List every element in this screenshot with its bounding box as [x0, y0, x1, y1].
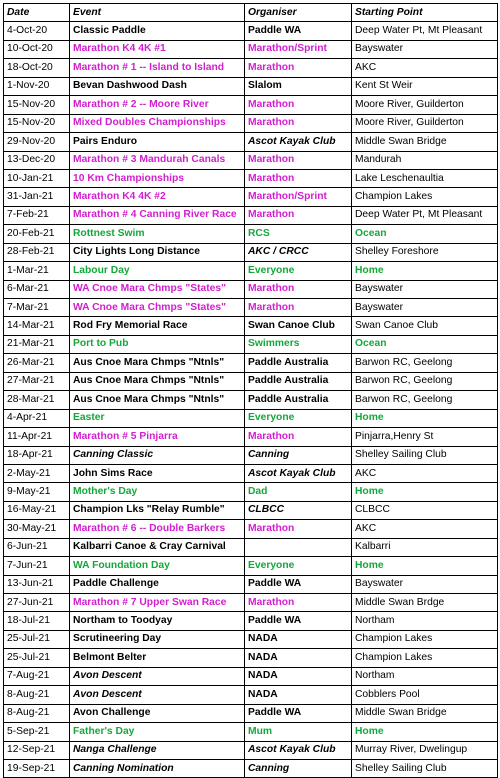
date-cell: 15-Nov-20 [4, 114, 70, 132]
table-row [4, 335, 498, 353]
date-cell: 8-Aug-21 [4, 704, 70, 722]
date-cell: 6-Jun-21 [4, 538, 70, 556]
table-row [4, 612, 498, 630]
table-row [4, 354, 498, 372]
organiser-cell: AKC / CRCC [245, 243, 352, 261]
table-row [4, 262, 498, 280]
starting-point-cell: Swan Canoe Club [352, 317, 498, 335]
starting-point-cell: Home [352, 483, 498, 501]
event-cell: Scrutineering Day [70, 630, 245, 648]
organiser-cell: Marathon [245, 96, 352, 114]
organiser-cell: Canning [245, 446, 352, 464]
starting-point-cell: Northam [352, 612, 498, 630]
date-cell: 25-Jul-21 [4, 630, 70, 648]
table-row [4, 206, 498, 224]
event-cell: Canning Classic [70, 446, 245, 464]
starting-point-cell: Home [352, 409, 498, 427]
organiser-cell: RCS [245, 225, 352, 243]
organiser-cell: Paddle Australia [245, 354, 352, 372]
events-calendar-table [3, 3, 498, 778]
starting-point-cell: CLBCC [352, 501, 498, 519]
date-cell: 15-Nov-20 [4, 96, 70, 114]
organiser-cell: Marathon/Sprint [245, 40, 352, 58]
starting-point-cell: Barwon RC, Geelong [352, 372, 498, 390]
table-row [4, 59, 498, 77]
date-cell: 7-Jun-21 [4, 557, 70, 575]
starting-point-cell: Shelley Foreshore [352, 243, 498, 261]
date-cell: 6-Mar-21 [4, 280, 70, 298]
starting-point-cell: Champion Lakes [352, 630, 498, 648]
date-cell: 4-Apr-21 [4, 409, 70, 427]
starting-point-cell: Home [352, 723, 498, 741]
date-cell: 2-May-21 [4, 464, 70, 482]
event-cell: Rottnest Swim [70, 225, 245, 243]
starting-point-cell: Middle Swan Bridge [352, 133, 498, 151]
organiser-cell: Marathon [245, 594, 352, 612]
event-cell: Marathon # 3 Mandurah Canals [70, 151, 245, 169]
starting-point-cell: Ocean [352, 225, 498, 243]
event-cell: Labour Day [70, 262, 245, 280]
date-cell: 18-Oct-20 [4, 59, 70, 77]
table-row [4, 759, 498, 777]
date-cell: 10-Oct-20 [4, 40, 70, 58]
event-cell: Paddle Challenge [70, 575, 245, 593]
starting-point-cell: Kalbarri [352, 538, 498, 556]
event-cell: Mixed Doubles Championships [70, 114, 245, 132]
date-cell: 4-Oct-20 [4, 22, 70, 40]
event-cell: Avon Descent [70, 686, 245, 704]
event-cell: Champion Lks "Relay Rumble" [70, 501, 245, 519]
table-row [4, 483, 498, 501]
starting-point-cell: Middle Swan Brdge [352, 594, 498, 612]
starting-point-cell: Champion Lakes [352, 188, 498, 206]
table-row [4, 114, 498, 132]
date-cell: 29-Nov-20 [4, 133, 70, 151]
organiser-cell: Paddle WA [245, 704, 352, 722]
table-row [4, 299, 498, 317]
organiser-cell: Marathon [245, 520, 352, 538]
table-row [4, 280, 498, 298]
date-cell: 27-Jun-21 [4, 594, 70, 612]
event-cell: 10 Km Championships [70, 169, 245, 187]
table-row [4, 409, 498, 427]
table-row [4, 741, 498, 759]
event-cell: WA Foundation Day [70, 557, 245, 575]
starting-point-cell: Champion Lakes [352, 649, 498, 667]
table-row [4, 133, 498, 151]
starting-point-cell: Bayswater [352, 40, 498, 58]
starting-point-cell: AKC [352, 520, 498, 538]
starting-point-cell: Kent St Weir [352, 77, 498, 95]
table-row [4, 667, 498, 685]
organiser-cell: Ascot Kayak Club [245, 133, 352, 151]
date-cell: 20-Feb-21 [4, 225, 70, 243]
event-cell: Aus Cnoe Mara Chmps "Ntnls" [70, 391, 245, 409]
table-row [4, 464, 498, 482]
header-event: Event [70, 4, 245, 22]
organiser-cell: Marathon [245, 428, 352, 446]
date-cell: 7-Mar-21 [4, 299, 70, 317]
starting-point-cell: AKC [352, 59, 498, 77]
event-cell: Marathon # 2 -- Moore River [70, 96, 245, 114]
event-cell: Marathon # 5 Pinjarra [70, 428, 245, 446]
organiser-cell: Paddle WA [245, 575, 352, 593]
date-cell: 28-Mar-21 [4, 391, 70, 409]
organiser-cell: Marathon [245, 280, 352, 298]
organiser-cell: CLBCC [245, 501, 352, 519]
date-cell: 28-Feb-21 [4, 243, 70, 261]
event-cell: Marathon # 6 -- Double Barkers [70, 520, 245, 538]
starting-point-cell: Moore River, Guilderton [352, 114, 498, 132]
header-starting-point: Starting Point [352, 4, 498, 22]
organiser-cell: Everyone [245, 409, 352, 427]
organiser-cell: Paddle WA [245, 22, 352, 40]
table-row [4, 317, 498, 335]
header-row [4, 4, 498, 22]
organiser-cell: Everyone [245, 557, 352, 575]
date-cell: 11-Apr-21 [4, 428, 70, 446]
date-cell: 31-Jan-21 [4, 188, 70, 206]
starting-point-cell: Mandurah [352, 151, 498, 169]
date-cell: 12-Sep-21 [4, 741, 70, 759]
table-row [4, 243, 498, 261]
organiser-cell: NADA [245, 686, 352, 704]
table-row [4, 151, 498, 169]
event-cell: Marathon # 7 Upper Swan Race [70, 594, 245, 612]
event-cell: WA Cnoe Mara Chmps "States" [70, 280, 245, 298]
table-row [4, 372, 498, 390]
organiser-cell: Marathon [245, 169, 352, 187]
date-cell: 16-May-21 [4, 501, 70, 519]
date-cell: 7-Feb-21 [4, 206, 70, 224]
date-cell: 13-Jun-21 [4, 575, 70, 593]
date-cell: 8-Aug-21 [4, 686, 70, 704]
starting-point-cell: Home [352, 262, 498, 280]
date-cell: 10-Jan-21 [4, 169, 70, 187]
starting-point-cell: Bayswater [352, 299, 498, 317]
table-row [4, 40, 498, 58]
organiser-cell: Slalom [245, 77, 352, 95]
starting-point-cell: Home [352, 557, 498, 575]
organiser-cell: Marathon/Sprint [245, 188, 352, 206]
table-row [4, 630, 498, 648]
organiser-cell: Marathon [245, 151, 352, 169]
organiser-cell: Paddle WA [245, 612, 352, 630]
starting-point-cell: Pinjarra,Henry St [352, 428, 498, 446]
organiser-cell: Everyone [245, 262, 352, 280]
starting-point-cell: Cobblers Pool [352, 686, 498, 704]
organiser-cell: Marathon [245, 59, 352, 77]
event-cell: Mother's Day [70, 483, 245, 501]
date-cell: 7-Aug-21 [4, 667, 70, 685]
event-cell: Kalbarri Canoe & Cray Carnival [70, 538, 245, 556]
organiser-cell [245, 538, 352, 556]
organiser-cell: NADA [245, 649, 352, 667]
table-row [4, 391, 498, 409]
starting-point-cell: Lake Leschenaultia [352, 169, 498, 187]
date-cell: 1-Nov-20 [4, 77, 70, 95]
header-date: Date [4, 4, 70, 22]
event-cell: City Lights Long Distance [70, 243, 245, 261]
date-cell: 27-Mar-21 [4, 372, 70, 390]
date-cell: 1-Mar-21 [4, 262, 70, 280]
event-cell: Avon Descent [70, 667, 245, 685]
table-row [4, 22, 498, 40]
starting-point-cell: Barwon RC, Geelong [352, 354, 498, 372]
event-cell: Rod Fry Memorial Race [70, 317, 245, 335]
table-row [4, 520, 498, 538]
event-cell: Aus Cnoe Mara Chmps "Ntnls" [70, 354, 245, 372]
event-cell: Marathon K4 4K #1 [70, 40, 245, 58]
event-cell: Pairs Enduro [70, 133, 245, 151]
table-row [4, 686, 498, 704]
organiser-cell: Marathon [245, 206, 352, 224]
date-cell: 18-Jul-21 [4, 612, 70, 630]
event-cell: Northam to Toodyay [70, 612, 245, 630]
table-row [4, 428, 498, 446]
table-row [4, 538, 498, 556]
starting-point-cell: Northam [352, 667, 498, 685]
event-cell: Classic Paddle [70, 22, 245, 40]
date-cell: 19-Sep-21 [4, 759, 70, 777]
starting-point-cell: Middle Swan Bridge [352, 704, 498, 722]
event-cell: Aus Cnoe Mara Chmps "Ntnls" [70, 372, 245, 390]
organiser-cell: Mum [245, 723, 352, 741]
table-row [4, 446, 498, 464]
date-cell: 13-Dec-20 [4, 151, 70, 169]
event-cell: Belmont Belter [70, 649, 245, 667]
table-row [4, 557, 498, 575]
date-cell: 30-May-21 [4, 520, 70, 538]
starting-point-cell: Moore River, Guilderton [352, 96, 498, 114]
organiser-cell: Marathon [245, 114, 352, 132]
table-row [4, 594, 498, 612]
organiser-cell: Dad [245, 483, 352, 501]
organiser-cell: NADA [245, 667, 352, 685]
event-cell: Avon Challenge [70, 704, 245, 722]
event-cell: Port to Pub [70, 335, 245, 353]
event-cell: Marathon # 4 Canning River Race [70, 206, 245, 224]
starting-point-cell: Bayswater [352, 280, 498, 298]
event-cell: WA Cnoe Mara Chmps "States" [70, 299, 245, 317]
table-row [4, 649, 498, 667]
event-cell: John Sims Race [70, 464, 245, 482]
table-row [4, 77, 498, 95]
event-cell: Canning Nomination [70, 759, 245, 777]
starting-point-cell: Shelley Sailing Club [352, 759, 498, 777]
organiser-cell: Ascot Kayak Club [245, 741, 352, 759]
organiser-cell: Canning [245, 759, 352, 777]
table-row [4, 169, 498, 187]
date-cell: 18-Apr-21 [4, 446, 70, 464]
event-cell: Nanga Challenge [70, 741, 245, 759]
starting-point-cell: Deep Water Pt, Mt Pleasant [352, 206, 498, 224]
organiser-cell: Paddle Australia [245, 391, 352, 409]
table-row [4, 704, 498, 722]
organiser-cell: Swimmers [245, 335, 352, 353]
organiser-cell: Marathon [245, 299, 352, 317]
starting-point-cell: Ocean [352, 335, 498, 353]
organiser-cell: Paddle Australia [245, 372, 352, 390]
table-row [4, 575, 498, 593]
starting-point-cell: Deep Water Pt, Mt Pleasant [352, 22, 498, 40]
header-organiser: Organiser [245, 4, 352, 22]
organiser-cell: NADA [245, 630, 352, 648]
date-cell: 25-Jul-21 [4, 649, 70, 667]
table-row [4, 188, 498, 206]
date-cell: 21-Mar-21 [4, 335, 70, 353]
organiser-cell: Swan Canoe Club [245, 317, 352, 335]
event-cell: Marathon # 1 -- Island to Island [70, 59, 245, 77]
starting-point-cell: Bayswater [352, 575, 498, 593]
event-cell: Bevan Dashwood Dash [70, 77, 245, 95]
table-row [4, 723, 498, 741]
date-cell: 26-Mar-21 [4, 354, 70, 372]
starting-point-cell: Murray River, Dwelingup [352, 741, 498, 759]
table-row [4, 96, 498, 114]
table-row [4, 501, 498, 519]
starting-point-cell: AKC [352, 464, 498, 482]
event-cell: Father's Day [70, 723, 245, 741]
organiser-cell: Ascot Kayak Club [245, 464, 352, 482]
date-cell: 5-Sep-21 [4, 723, 70, 741]
starting-point-cell: Shelley Sailing Club [352, 446, 498, 464]
table-row [4, 225, 498, 243]
event-cell: Marathon K4 4K #2 [70, 188, 245, 206]
event-cell: Easter [70, 409, 245, 427]
date-cell: 14-Mar-21 [4, 317, 70, 335]
starting-point-cell: Barwon RC, Geelong [352, 391, 498, 409]
date-cell: 9-May-21 [4, 483, 70, 501]
